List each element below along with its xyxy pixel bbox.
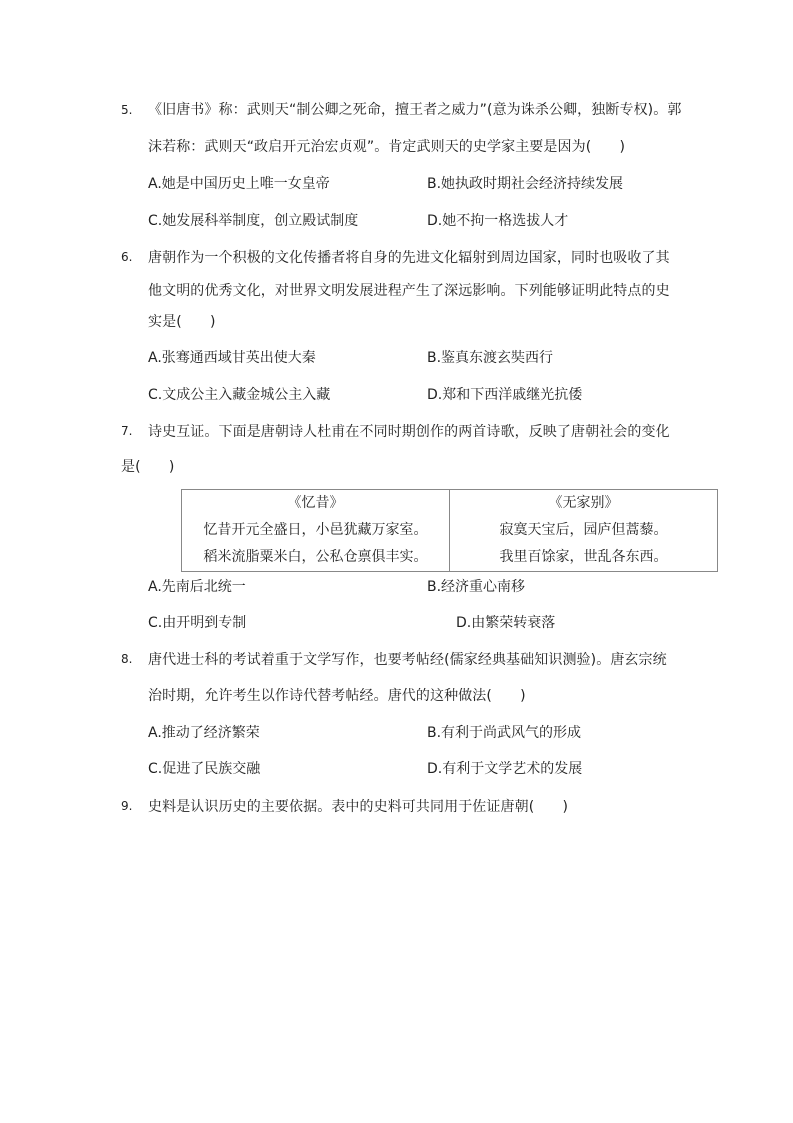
question-text-line: 诗史互证。下面是唐朝诗人杜甫在不同时期创作的两首诗歌，反映了唐朝社会的变化 (148, 424, 670, 440)
poem-cell-wujiabie (450, 490, 718, 572)
option-a: A.张骞通西域甘英出使大秦 (148, 350, 316, 366)
question-text-line: 唐代进士科的考试着重于文学写作，也要考帖经(儒家经典基础知识测验)。唐玄宗统 (148, 652, 667, 668)
poem-cell-yixi (182, 490, 450, 572)
option-d: D.有利于文学艺术的发展 (427, 761, 583, 777)
question-text-line: 《旧唐书》称：武则天“制公卿之死命，擅王者之威力”(意为诛杀公卿，独断专权)。郭 (148, 102, 682, 118)
option-c: C.由开明到专制 (148, 615, 247, 631)
poem-title: 《无家别》 (548, 495, 619, 511)
poem-verse: 稻米流脂粟米白，公私仓禀俱丰实。 (203, 549, 428, 565)
question-number: 5. (121, 103, 133, 117)
question-number: 8. (121, 652, 133, 666)
question-text-line: 唐朝作为一个积极的文化传播者将自身的先进文化辐射到周边国家，同时也吸收了其 (148, 250, 670, 266)
question-text-line: 沫若称：武则天“政启开元治宏贞观”。肯定武则天的史学家主要是因为( ) (148, 139, 626, 155)
question-number: 6. (121, 250, 133, 264)
question-text-line: 实是( ) (148, 314, 216, 330)
poem-title: 《忆昔》 (287, 495, 344, 511)
poem-verse: 寂寞天宝后，园庐但蒿藜。 (499, 522, 668, 538)
option-c: C.促进了民族交融 (148, 761, 261, 777)
option-d: D.由繁荣转衰落 (456, 615, 556, 631)
question-text-line: 他文明的优秀文化，对世界文明发展进程产生了深远影响。下列能够证明此特点的史 (148, 283, 670, 299)
question-text-line: 是( ) (121, 459, 175, 475)
question-number: 7. (121, 424, 133, 438)
poem-verse: 忆昔开元全盛日，小邑犹藏万家室。 (203, 522, 428, 538)
option-b: B.经济重心南移 (427, 579, 526, 595)
question-text-line: 治时期，允许考生以作诗代替考帖经。唐代的这种做法( ) (148, 688, 526, 704)
option-a: A.她是中国历史上唯一女皇帝 (148, 176, 330, 192)
option-b: B.鉴真东渡玄奘西行 (427, 350, 554, 366)
poem-verse: 我里百馀家，世乱各东西。 (499, 549, 668, 565)
question-number: 9. (121, 799, 133, 813)
poem-table (181, 489, 718, 572)
question-text-line: 史料是认识历史的主要依据。表中的史料可共同用于佐证唐朝( ) (148, 799, 569, 815)
option-b: B.她执政时期社会经济持续发展 (427, 176, 624, 192)
option-a: A.推动了经济繁荣 (148, 725, 260, 741)
option-d: D.她不拘一格选拔人才 (427, 213, 569, 229)
option-b: B.有利于尚武风气的形成 (427, 725, 582, 741)
option-c: C.她发展科举制度，创立殿试制度 (148, 213, 359, 229)
option-d: D.郑和下西洋戚继光抗倭 (427, 387, 583, 403)
option-a: A.先南后北统一 (148, 579, 246, 595)
option-c: C.文成公主入藏金城公主入藏 (148, 387, 331, 403)
